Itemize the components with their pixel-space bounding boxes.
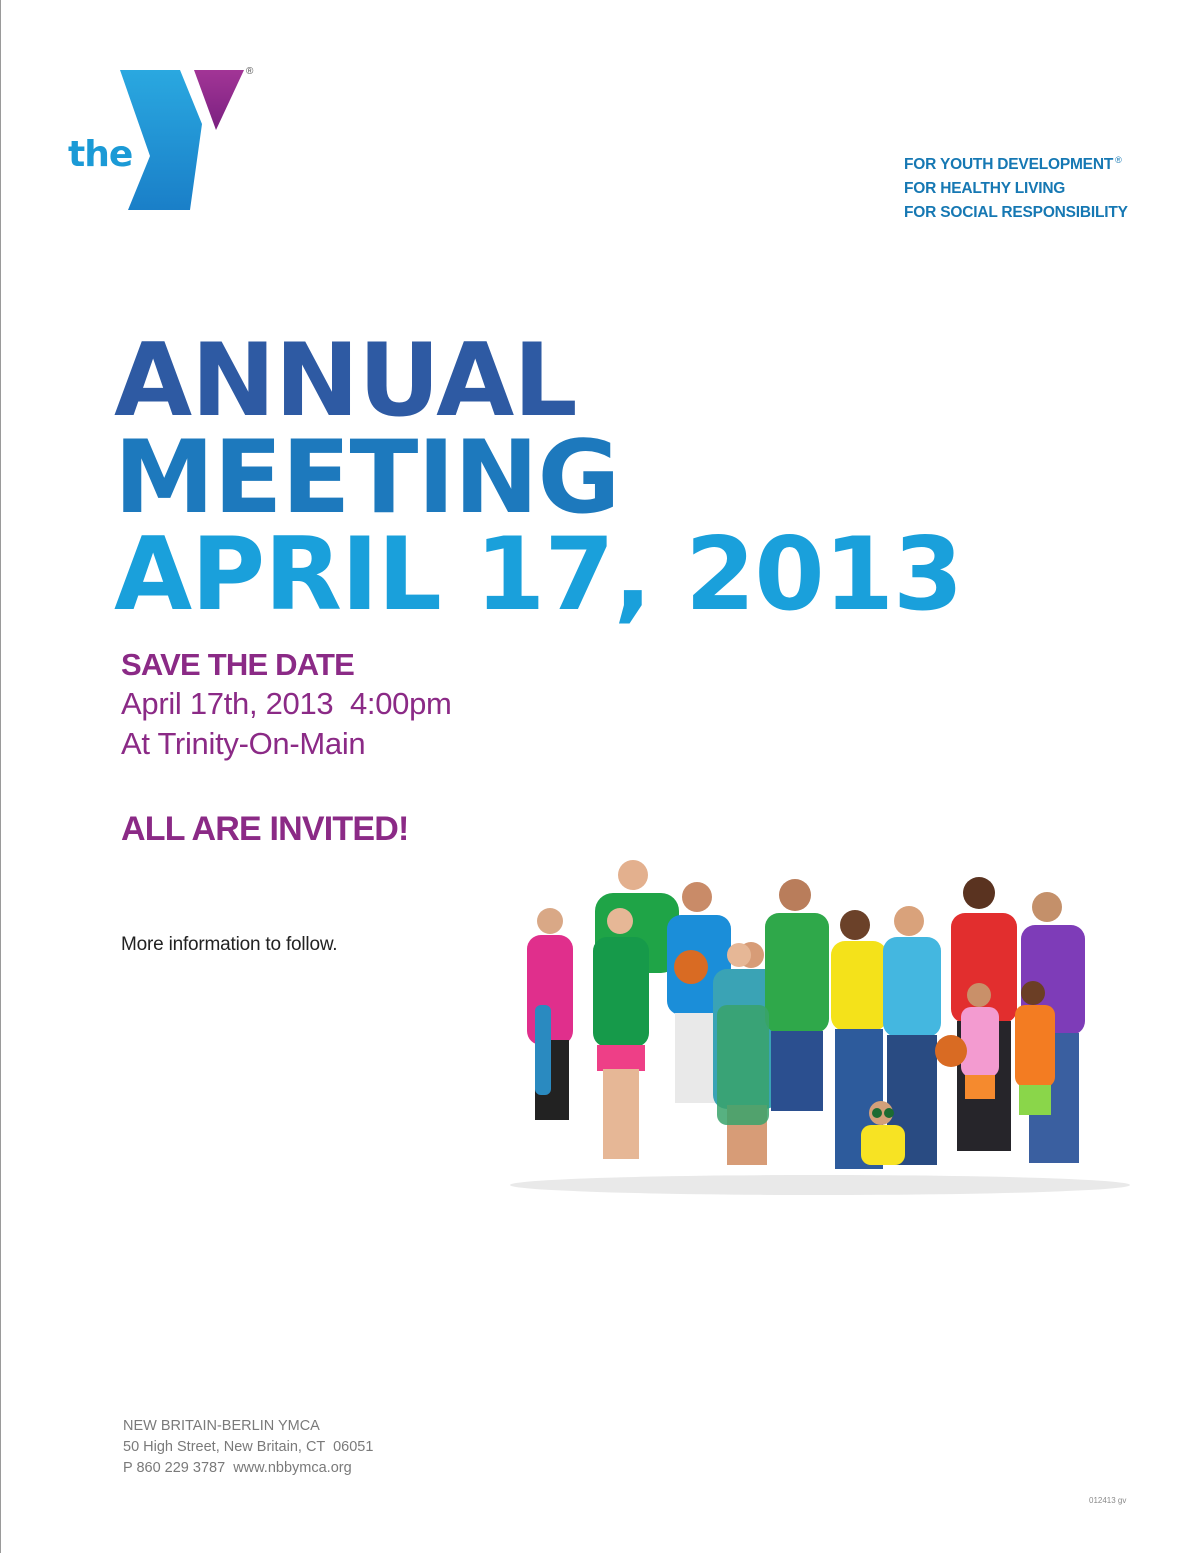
footer-org: NEW BRITAIN-BERLIN YMCA: [123, 1418, 320, 1434]
ymca-y-icon: [118, 64, 248, 214]
footer-street: 50 High Street, New Britain, CT 06051: [123, 1439, 374, 1455]
tagline-line-youth: FOR YOUTH DEVELOPMENT ®: [904, 155, 1122, 173]
headline-annual: ANNUAL: [114, 321, 577, 439]
headline-date: APRIL 17, 2013: [114, 515, 963, 633]
headline-meeting: MEETING: [114, 418, 620, 536]
person-1: [527, 908, 573, 1120]
person-3: [593, 908, 649, 1159]
event-details: [121, 646, 452, 764]
logo-ymca-text: YMCA: [203, 176, 227, 207]
tagline: [904, 148, 1128, 225]
logo-registered-mark: ®: [246, 66, 254, 77]
tagline-line-social: FOR SOCIAL RESPONSIBILITY: [904, 204, 1128, 221]
ymca-logo: [66, 64, 266, 214]
logo-the-text: the: [68, 134, 133, 175]
person-6: [765, 879, 829, 1111]
group-photo: [505, 855, 1135, 1200]
tagline-line-living: FOR HEALTHY LIVING: [904, 180, 1066, 197]
event-date-time: April 17th, 2013 4:00pm: [121, 686, 452, 721]
save-the-date: SAVE THE DATE: [121, 647, 355, 682]
footer-address: [123, 1416, 373, 1479]
group-photo-illustration: [505, 855, 1135, 1200]
footer-contact: P 860 229 3787 www.nbbymca.org: [123, 1460, 352, 1476]
event-location: At Trinity-On-Main: [121, 726, 366, 761]
document-code: 012413 gv: [1089, 1496, 1127, 1505]
all-invited: ALL ARE INVITED!: [121, 810, 409, 848]
headline: [114, 321, 963, 633]
more-info-text: More information to follow.: [121, 934, 338, 955]
page-edge: [0, 0, 1, 1553]
